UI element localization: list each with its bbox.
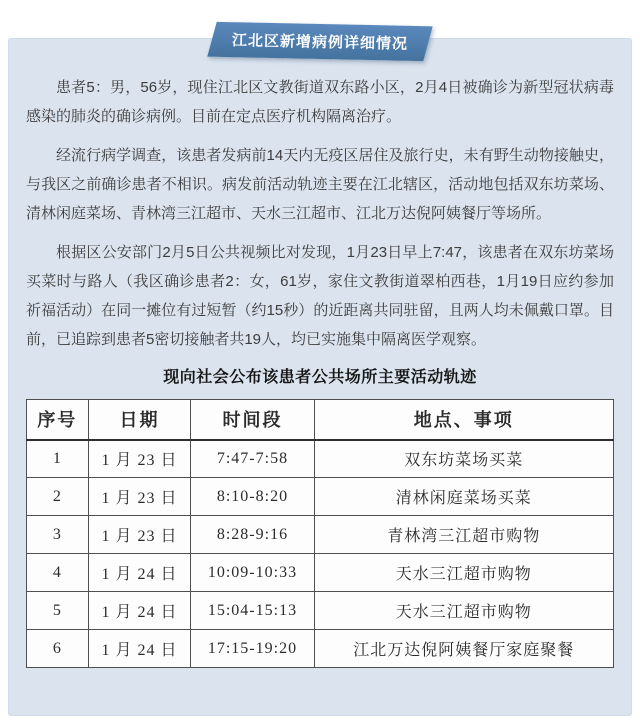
cell-time: 8:10-8:20 — [191, 478, 314, 516]
activity-table — [26, 399, 614, 668]
col-header-place: 地点、事项 — [314, 400, 613, 440]
col-header-index: 序号 — [27, 400, 89, 440]
content-panel — [8, 38, 632, 716]
cell-date: 1 月 24 日 — [88, 554, 191, 592]
cell-time: 8:28-9:16 — [191, 516, 314, 554]
cell-index: 2 — [27, 478, 89, 516]
cell-date: 1 月 24 日 — [88, 592, 191, 630]
table-row — [27, 630, 614, 668]
cell-index: 1 — [27, 440, 89, 478]
cell-index: 6 — [27, 630, 89, 668]
table-caption: 现向社会公布该患者公共场所主要活动轨迹 — [163, 369, 477, 386]
table-row — [27, 554, 614, 592]
cell-date: 1 月 24 日 — [88, 630, 191, 668]
paragraph-case-summary: 患者5：男，56岁，现住江北区文教街道双东路小区，2月4日被确诊为新型冠状病毒感染的肺炎的确诊病例。目前在定点医疗机构隔离治疗。 — [26, 79, 614, 125]
cell-place: 青林湾三江超市购物 — [314, 516, 613, 554]
cell-index: 4 — [27, 554, 89, 592]
col-header-time: 时间段 — [191, 400, 314, 440]
cell-time: 10:09-10:33 — [191, 554, 314, 592]
cell-index: 5 — [27, 592, 89, 630]
cell-place: 清林闲庭菜场买菜 — [314, 478, 613, 516]
table-row — [27, 440, 614, 478]
paragraph-video-trace: 根据区公安部门2月5日公共视频比对发现，1月23日早上7:47，该患者在双东坊菜场买菜时与路人（我区确诊患者2：女，61岁，家住文教街道翠柏西巷，1月19日应约参加祈福活动）在同一摊位有过短暂（约15秒）的近距离共同驻留，且两人均未佩戴口罩。目前，已追踪到患者5密切接触者共19人，均已实施集中隔离医学观察。 — [26, 244, 614, 348]
cell-place: 天水三江超市购物 — [314, 592, 613, 630]
cell-date: 1 月 23 日 — [88, 478, 191, 516]
content-area — [9, 39, 631, 668]
cell-date: 1 月 23 日 — [88, 440, 191, 478]
cell-date: 1 月 23 日 — [88, 516, 191, 554]
banner — [212, 22, 429, 62]
col-header-date: 日期 — [88, 400, 191, 440]
cell-place: 江北万达倪阿姨餐厅家庭聚餐 — [314, 630, 613, 668]
paragraph-epidemiology: 经流行病学调查，该患者发病前14天内无疫区居住及旅行史，未有野生动物接触史，与我区之前确诊患者不相识。病发前活动轨迹主要在江北辖区，活动地包括双东坊菜场、清林闲庭菜场、青林湾三江超市、天水三江超市、江北万达倪阿姨餐厅等场所。 — [26, 147, 614, 222]
cell-time: 15:04-15:13 — [191, 592, 314, 630]
cell-index: 3 — [27, 516, 89, 554]
cell-time: 7:47-7:58 — [191, 440, 314, 478]
table-header-row — [27, 400, 614, 440]
banner-title: 江北区新增病例详细情况 — [231, 32, 409, 53]
cell-place: 双东坊菜场买菜 — [314, 440, 613, 478]
cell-place: 天水三江超市购物 — [314, 554, 613, 592]
cell-time: 17:15-19:20 — [191, 630, 314, 668]
table-row — [27, 516, 614, 554]
table-row — [27, 592, 614, 630]
table-row — [27, 478, 614, 516]
